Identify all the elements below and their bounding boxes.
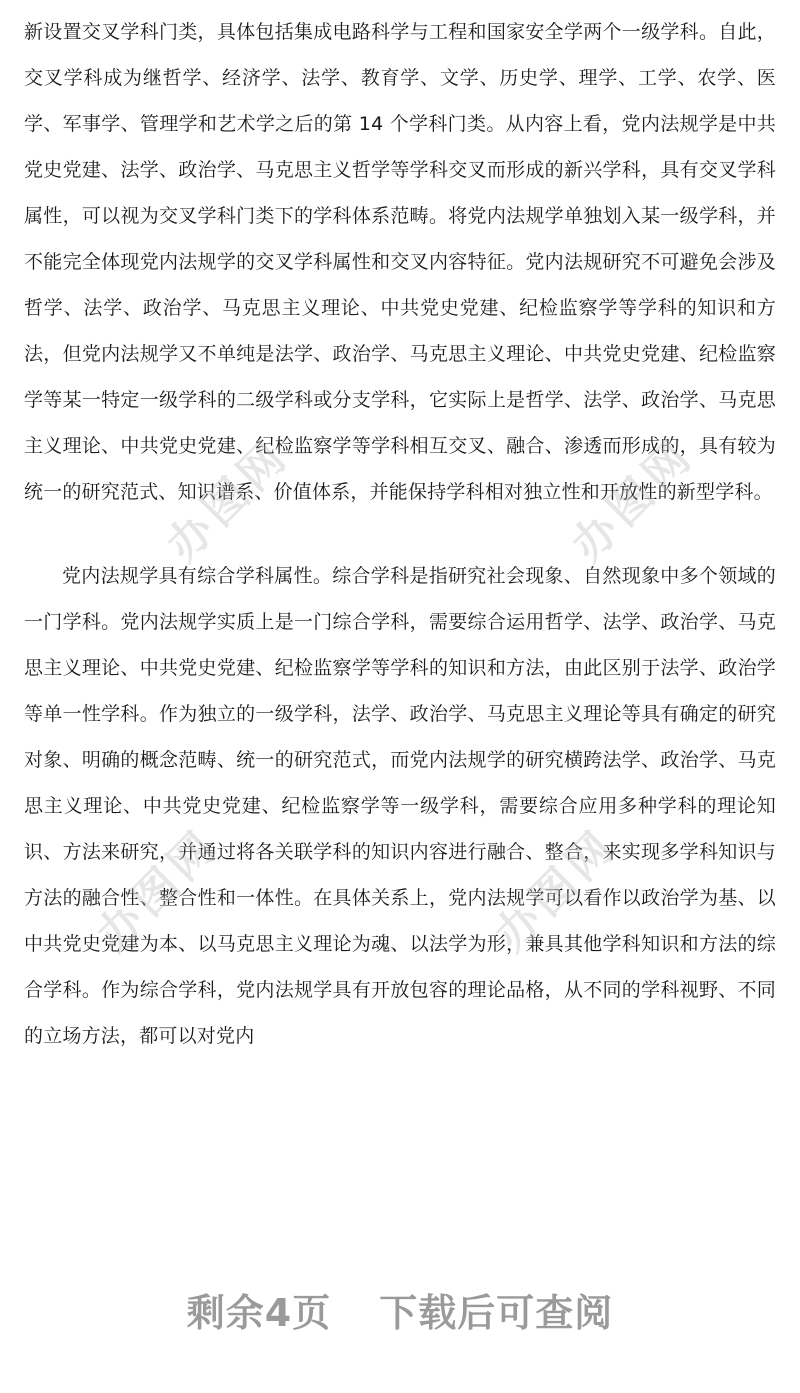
watermark: 办图网: [562, 429, 705, 572]
watermark: 办图网: [87, 819, 230, 962]
remaining-pages-text: 剩余4页: [186, 1291, 332, 1335]
paragraph-2: 党内法规学具有综合学科属性。综合学科是指研究社会现象、自然现象中多个领域的一门学科。党内法规学实质上是一门综合学科，需要综合运用哲学、法学、政治学、马克思主义理论、中共党史党建、纪检监察学等学科的知识和方法，由此区别于法学、政治学等单一性学科。作为独立的一级学科，法学、政治学、马克思主义理论等具有确定的研究对象、明确的概念范畴、统一的研究范式，而党内法规学的研究横跨法学、政治学、马克思主义理论、中共党史党建、纪检监察学等一级学科，需要综合应用多种学科的理论知识、方法来研究，并通过将各关联学科的知识内容进行融合、整合，来实现多学科知识与方法的融合性、整合性和一体性。在具体关系上，党内法规学可以看作以政治学为基、以中共党史党建为本、以马克思主义理论为魂、以法学为形，兼具其他学科知识和方法的综合学科。作为综合学科，党内法规学具有开放包容的理论品格，从不同的学科视野、不同的立场方法，都可以对党内: [24, 565, 776, 1047]
document-body: [24, 9, 776, 1059]
watermark: 办图网: [157, 429, 300, 572]
download-banner[interactable]: [0, 1282, 800, 1337]
paragraph-spacer: [24, 515, 776, 553]
watermark: 办图网: [485, 819, 628, 962]
download-hint-text: 下载后可查阅: [379, 1291, 614, 1335]
paragraph-1: 新设置交叉学科门类，具体包括集成电路科学与工程和国家安全学两个一级学科。自此，交叉学科成为继哲学、经济学、法学、教育学、文学、历史学、理学、工学、农学、医学、军事学、管理学和艺术学之后的第 14 个学科门类。从内容上看，党内法规学是中共党史党建、法学、政治学、马克思主义哲学等学科交叉而形成的新兴学科，具有交叉学科属性，可以视为交叉学科门类下的学科体系范畴。将党内法规学单独划入某一级学科，并不能完全体现党内法规学的交叉学科属性和交叉内容特征。党内法规研究不可避免会涉及哲学、法学、政治学、马克思主义理论、中共党史党建、纪检监察学等学科的知识和方法，但党内法规学又不单纯是法学、政治学、马克思主义理论、中共党史党建、纪检监察学等某一特定一级学科的二级学科或分支学科，它实际上是哲学、法学、政治学、马克思主义理论、中共党史党建、纪检监察学等学科相互交叉、融合、渗透而形成的，具有较为统一的研究范式、知识谱系、价值体系，并能保持学科相对独立性和开放性的新型学科。: [24, 21, 776, 503]
